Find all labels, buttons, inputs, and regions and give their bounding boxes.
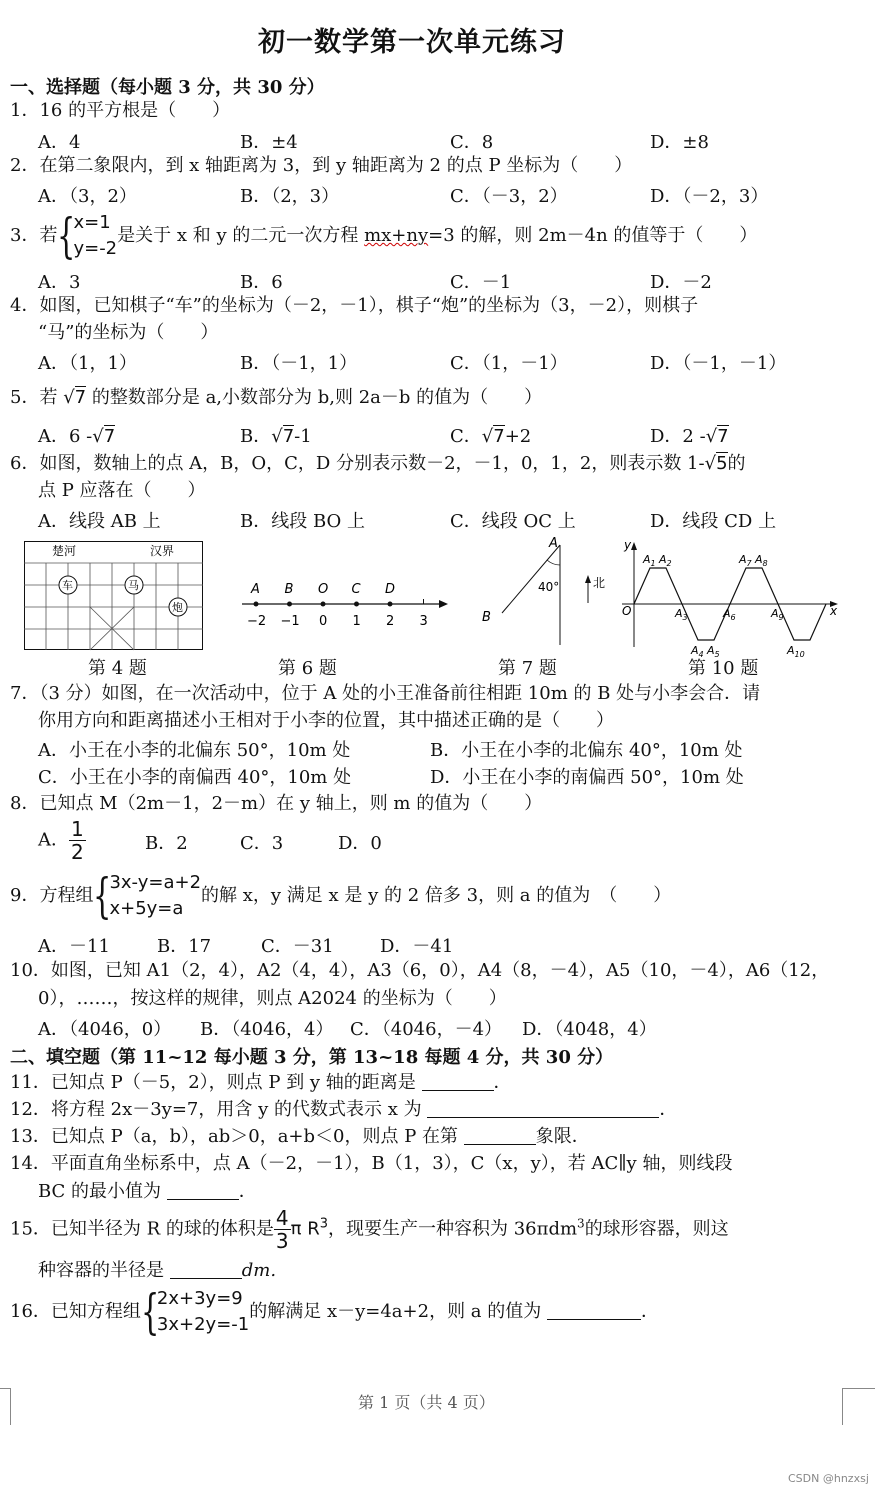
- q15-line2: 种容器的半径是 dm.: [38, 1260, 277, 1281]
- q4-line2: “马”的坐标为（ ）: [38, 322, 219, 343]
- q12-answer-blank[interactable]: [427, 1099, 659, 1118]
- q3-option-c: C．－1: [450, 272, 512, 293]
- q1-option-b: B．±4: [240, 132, 298, 153]
- q1-stem: 1．16 的平方根是（ ）: [10, 100, 231, 121]
- q14-line1: 14．平面直角坐标系中，点 A（－2，－1），B（1，3），C（x，y），若 AC∥y 轴，则线段: [10, 1153, 733, 1174]
- q16-eq1: 2x+3y=9: [156, 1288, 243, 1309]
- page-corner-left: [0, 1388, 11, 1425]
- number-line-tick-label: −2: [247, 614, 267, 629]
- q7-option-d: D．小王在小李的南偏西 50°，10m 处: [430, 767, 744, 788]
- q9-system: { 3x-y=a+2 x+5y=a: [93, 868, 202, 924]
- zigzag-label-A4: $A_4$: [691, 644, 704, 659]
- q3-option-b: B．6: [240, 272, 283, 293]
- direction-angle-arc: [547, 560, 560, 565]
- caption-fig10: 第 10 题: [688, 658, 759, 679]
- q8-option-c: C．3: [240, 833, 284, 854]
- q10-option-d: D．（4048，4）: [522, 1019, 657, 1040]
- chess-ma-label: 马: [128, 579, 139, 592]
- number-line-point-D: [388, 602, 393, 607]
- number-line-label-A: A: [251, 582, 260, 597]
- q5-sqrt: √7: [63, 387, 87, 408]
- watermark: CSDN @hnzxsj: [788, 1472, 869, 1485]
- q3-suffix-a: 是关于 x 和 y 的二元一次方程: [117, 225, 365, 246]
- q5-b-sqrt: √7: [271, 426, 295, 447]
- caption-fig4: 第 4 题: [88, 658, 147, 679]
- q10-option-c: C．（4046，－4）: [350, 1019, 503, 1040]
- number-line-label-D: D: [385, 582, 396, 597]
- q4-option-a: A．（1，1）: [38, 353, 137, 374]
- q5-stem-a: 5．若: [10, 387, 58, 408]
- chess-chuhe: 楚河: [52, 544, 77, 558]
- q7-line2: 你用方向和距离描述小王相对于小李的位置，其中描述正确的是（ ）: [38, 710, 614, 731]
- q10-option-a: A．（4046，0）: [38, 1019, 172, 1040]
- q3-option-a: A．3: [38, 272, 81, 293]
- q3-option-d: D．－2: [650, 272, 712, 293]
- q10-line1: 10．如图，已知 A1（2，4），A2（4，4），A3（6，0），A4（8，－4），A5（10，－4），A6（12，: [10, 960, 830, 981]
- chess-pao-label: 炮: [172, 601, 183, 614]
- q8-a-fraction: $\frac{1}{2}$: [71, 817, 84, 864]
- q4-option-c: C．（1，－1）: [450, 353, 568, 374]
- q8-option-b: B．2: [145, 833, 188, 854]
- number-line-tick-label: 0: [319, 614, 328, 629]
- f10-y-label: y: [624, 538, 632, 552]
- number-line-point-O: [321, 602, 326, 607]
- page-footer: 第 1 页（共 4 页）: [358, 1393, 495, 1412]
- zigzag-label-A7: $A_7$: [739, 553, 752, 568]
- q10-line2: 0），……，按这样的规律，则点 A2024 的坐标为（ ）: [38, 988, 507, 1009]
- number-line-point-C: [354, 602, 359, 607]
- number-line-tick-label: 3: [419, 614, 428, 629]
- q5-option-b: B．√7-1: [240, 426, 312, 447]
- figure-zigzag: [616, 537, 841, 659]
- q14-line2: BC 的最小值为 ．: [38, 1181, 257, 1202]
- section-2-heading: 二、填空题（第 11~12 每小题 3 分，第 13~18 每题 4 分，共 30 分）: [10, 1047, 614, 1068]
- q13-answer-blank[interactable]: [464, 1126, 536, 1145]
- q3-stem: [10, 210, 757, 262]
- q16-system: { 2x+3y=9 3x+2y=-1: [140, 1284, 250, 1340]
- q3-system: { x=1 y=-2: [57, 208, 118, 264]
- f10-x-label: x: [830, 604, 838, 618]
- zigzag-label-A10: $A_{10}$: [787, 644, 805, 659]
- q2-stem: 2．在第二象限内，到 x 轴距离为 3，到 y 轴距离为 2 的点 P 坐标为（ ）: [10, 155, 633, 176]
- q5-option-c: C．√7+2: [450, 426, 532, 447]
- q5-c-sqrt: √7: [481, 426, 505, 447]
- q6-line2: 点 P 应落在（ ）: [38, 480, 206, 501]
- chess-hanjie: 汉界: [150, 544, 175, 558]
- number-line-arrow: [439, 600, 448, 608]
- zigzag-label-A3: $A_3$: [675, 607, 688, 622]
- q8-option-a: A． $\frac{1}{2}$: [38, 817, 84, 864]
- q9-option-d: D．－41: [380, 936, 454, 957]
- q3-prefix: 3．若: [10, 225, 58, 246]
- figure-direction: [478, 535, 618, 650]
- q2-option-b: B．（2，3）: [240, 186, 340, 207]
- number-line-point-B: [287, 602, 292, 607]
- zigzag-label-A2: $A_2$: [659, 553, 672, 568]
- q1-option-d: D．±8: [650, 132, 709, 153]
- q7-option-c: C．小王在小李的南偏西 40°，10m 处: [38, 767, 352, 788]
- q6-line1: 6．如图，数轴上的点 A，B，O，C，D 分别表示数－2，－1，0，1，2，则表示数 1-√5的: [10, 453, 746, 474]
- q9-option-a: A．－11: [38, 936, 110, 957]
- q4-line1: 4．如图，已知棋子“车”的坐标为（－2，－1），棋子“炮”的坐标为（3，－2），则棋子: [10, 295, 699, 316]
- q2-option-d: D．（－2，3）: [650, 186, 769, 207]
- q3-suffix-b: =3 的解，则 2m－4n 的值等于（ ）: [428, 225, 758, 246]
- zigzag-label-A5: $A_5$: [707, 644, 720, 659]
- zigzag-label-A8: $A_8$: [755, 553, 768, 568]
- q16-eq2: 3x+2y=-1: [156, 1314, 250, 1335]
- q9-eq1: 3x-y=a+2: [109, 872, 202, 893]
- q15-line1: 15．已知半径为 R 的球的体积是 $\frac{4}{3}$ π $R^3$，现要生产一种容积为 36πdm$^3$的球形容器，则这: [10, 1206, 729, 1253]
- q11: 11．已知点 P（－5，2），则点 P 到 y 轴的距离是 ．: [10, 1072, 512, 1093]
- q9-stem: 9．方程组 { 3x-y=a+2 x+5y=a 的解 x，y 满足 x 是 y 的 2 倍多 3，则 a 的值为 （ ）: [10, 868, 672, 924]
- q14-answer-blank[interactable]: [167, 1181, 239, 1200]
- zigzag-label-A6: $A_6$: [723, 607, 736, 622]
- f7-label-b: B: [482, 610, 491, 625]
- zigzag-label-A1: $A_1$: [643, 553, 656, 568]
- number-line-label-C: C: [351, 582, 361, 597]
- page-corner-right: [842, 1388, 875, 1425]
- q3-eq1: x=1: [73, 212, 111, 233]
- q6-sqrt: √5: [704, 453, 728, 474]
- q5-stem: [10, 385, 542, 411]
- q4-option-d: D．（－1，－1）: [650, 353, 787, 374]
- q15-fraction: $\frac{4}{3}$: [275, 1206, 289, 1253]
- q9-option-b: B．17: [157, 936, 212, 957]
- section-1-heading: 一、选择题（每小题 3 分，共 30 分）: [10, 77, 325, 98]
- q16: 16．已知方程组 { 2x+3y=9 3x+2y=-1 的解满足 x－y=4a+2，则 a 的值为 ．: [10, 1284, 659, 1340]
- number-line-label-B: B: [284, 582, 294, 597]
- f7-north: 北: [593, 576, 606, 590]
- q7-option-b: B．小王在小李的北偏东 40°，10m 处: [430, 740, 743, 761]
- q8-stem: 8．已知点 M（2m－1，2－m）在 y 轴上，则 m 的值为（ ）: [10, 793, 543, 814]
- q13: 13．已知点 P（a，b），ab＞0，a+b＜0，则点 P 在第 象限．: [10, 1126, 590, 1147]
- chess-che-label: 车: [62, 579, 73, 592]
- q7-line1: 7．（3 分）如图，在一次活动中，位于 A 处的小王准备前往相距 10m 的 B 处与小李会合．请: [10, 683, 761, 704]
- q1-option-c: C．8: [450, 132, 494, 153]
- q1-option-a: A．4: [38, 132, 81, 153]
- q15-pi-r: π R: [290, 1218, 320, 1240]
- q12: 12．将方程 2x－3y=7，用含 y 的代数式表示 x 为 ．: [10, 1099, 678, 1120]
- q5-a-sqrt: √7: [92, 426, 116, 447]
- q5-d-sqrt: √7: [705, 426, 729, 447]
- caption-fig6: 第 6 题: [278, 658, 337, 679]
- zigzag-y-arrow: [631, 542, 637, 550]
- q5-option-a: [38, 422, 115, 448]
- q9-option-c: C．－31: [261, 936, 334, 957]
- q5-option-d: D．2 -√7: [650, 426, 729, 447]
- q5-a-pre: A．6 -: [38, 426, 93, 447]
- figure-chessboard: [24, 541, 204, 651]
- zigzag-label-A9: $A_9$: [771, 607, 784, 622]
- q9-eq2: x+5y=a: [109, 898, 184, 919]
- f7-angle: 40°: [538, 580, 560, 594]
- number-line-tick-label: −1: [280, 614, 300, 629]
- q6-option-b: B．线段 BO 上: [240, 511, 365, 532]
- q3-eq2: y=-2: [73, 238, 118, 259]
- q11-answer-blank[interactable]: [422, 1072, 494, 1091]
- north-arrow-icon: [585, 575, 591, 583]
- q6-option-d: D．线段 CD 上: [650, 511, 777, 532]
- q6-option-c: C．线段 OC 上: [450, 511, 576, 532]
- q5-radicand: 7: [74, 387, 87, 408]
- q15-answer-blank[interactable]: [170, 1260, 242, 1279]
- q6-option-a: A．线段 AB 上: [38, 511, 161, 532]
- number-line-tick-label: 1: [352, 614, 361, 629]
- q4-option-b: B．（－1，1）: [240, 353, 358, 374]
- figure-number-line: [236, 575, 451, 635]
- f10-origin-label: O: [622, 604, 632, 618]
- q5-stem-b: 的整数部分是 a,小数部分为 b,则 2a－b 的值为（ ）: [91, 387, 543, 408]
- caption-fig7: 第 7 题: [498, 658, 557, 679]
- page-title: 初一数学第一次单元练习: [258, 27, 566, 58]
- number-line-label-O: O: [318, 582, 329, 597]
- q10-option-b: B．（4046，4）: [200, 1019, 334, 1040]
- q3-mxny: mx+ny: [364, 225, 429, 246]
- number-line-point-A: [254, 602, 259, 607]
- q2-option-a: A．（3，2）: [38, 186, 137, 207]
- q7-option-a: A．小王在小李的北偏东 50°，10m 处: [38, 740, 351, 761]
- direction-ab-line: [502, 545, 560, 613]
- q8-option-d: D．0: [338, 833, 382, 854]
- q16-answer-blank[interactable]: [547, 1301, 641, 1320]
- number-line-tick-label: 2: [386, 614, 395, 629]
- q2-option-c: C．（－3，2）: [450, 186, 568, 207]
- f7-label-a: A: [549, 536, 558, 551]
